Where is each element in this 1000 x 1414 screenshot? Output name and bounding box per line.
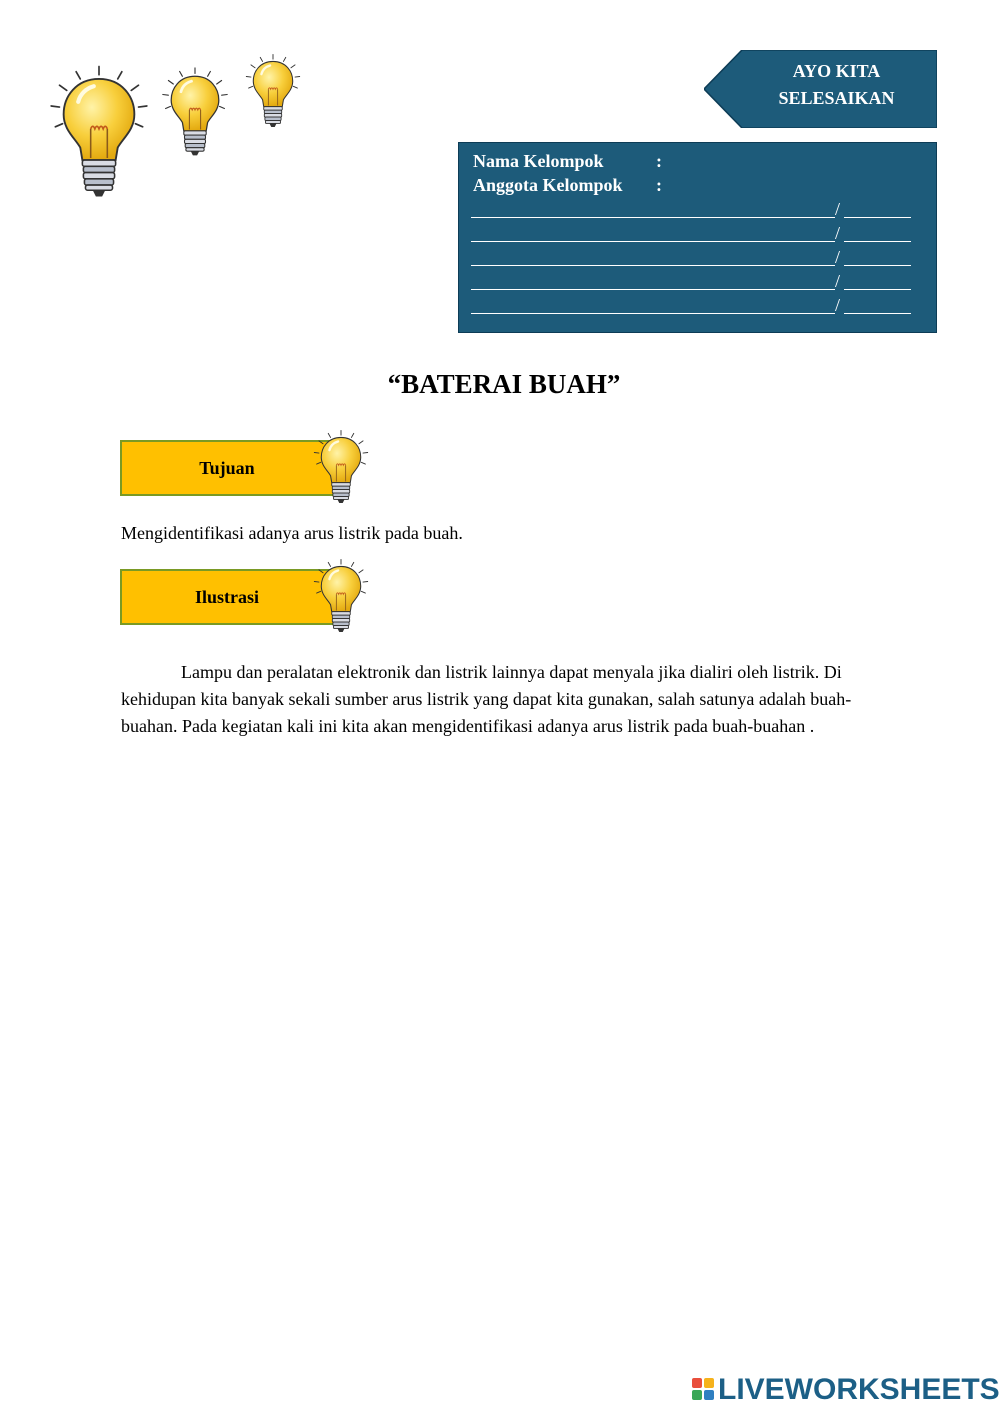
ilustrasi-paragraph: Lampu dan peralatan elektronik dan listrik lainnya dapat menyala jika dialiri oleh listrik. Di kehidupan kita banyak sekali sumber arus listrik yang dapat kita gunakan, salah satunya adalah buah-buahan. Pada kegiatan kali ini kita akan mengidentifikasi adanya arus listrik pada buah-buahan . bbox=[121, 662, 852, 736]
light-bulb-icon bbox=[312, 557, 370, 635]
group-name-label: Nama Kelompok bbox=[473, 151, 604, 171]
member-slash: / bbox=[835, 271, 841, 291]
liveworksheets-logo[interactable] bbox=[692, 1374, 1000, 1406]
member-slash: / bbox=[835, 223, 841, 243]
member-entry-line[interactable] bbox=[471, 297, 911, 315]
group-members-colon: : bbox=[656, 175, 662, 195]
logo-text: LIVEWORKSHEETS bbox=[718, 1373, 1000, 1406]
light-bulb-icon bbox=[244, 52, 302, 130]
group-members-row[interactable] bbox=[473, 174, 662, 197]
light-bulb-icon bbox=[312, 428, 370, 506]
banner-line-2: SELESAIKAN bbox=[778, 88, 895, 108]
section-label-text: Tujuan bbox=[199, 458, 255, 478]
liveworksheets-logo-icon bbox=[692, 1378, 716, 1402]
group-name-row[interactable] bbox=[473, 150, 662, 173]
member-entry-line[interactable] bbox=[471, 273, 911, 291]
ayo-kita-selesaikan-banner bbox=[704, 50, 937, 128]
member-entry-line[interactable] bbox=[471, 201, 911, 219]
banner-line-1: AYO KITA bbox=[792, 61, 881, 81]
group-info-box bbox=[458, 142, 937, 333]
group-members-label: Anggota Kelompok bbox=[473, 175, 623, 195]
tujuan-text: Mengidentifikasi adanya arus listrik pada buah. bbox=[121, 523, 463, 543]
section-label-text: Ilustrasi bbox=[194, 587, 259, 607]
group-name-colon: : bbox=[656, 151, 662, 171]
member-entry-line[interactable] bbox=[471, 249, 911, 267]
light-bulb-icon bbox=[47, 64, 151, 200]
section-label-tujuan bbox=[120, 440, 335, 496]
section-label-ilustrasi bbox=[120, 569, 335, 625]
member-slash: / bbox=[835, 247, 841, 267]
member-slash: / bbox=[835, 295, 841, 315]
light-bulb-icon bbox=[160, 64, 230, 160]
page-title: “BATERAI BUAH” bbox=[387, 369, 621, 399]
member-entry-line[interactable] bbox=[471, 225, 911, 243]
member-slash: / bbox=[835, 199, 841, 219]
